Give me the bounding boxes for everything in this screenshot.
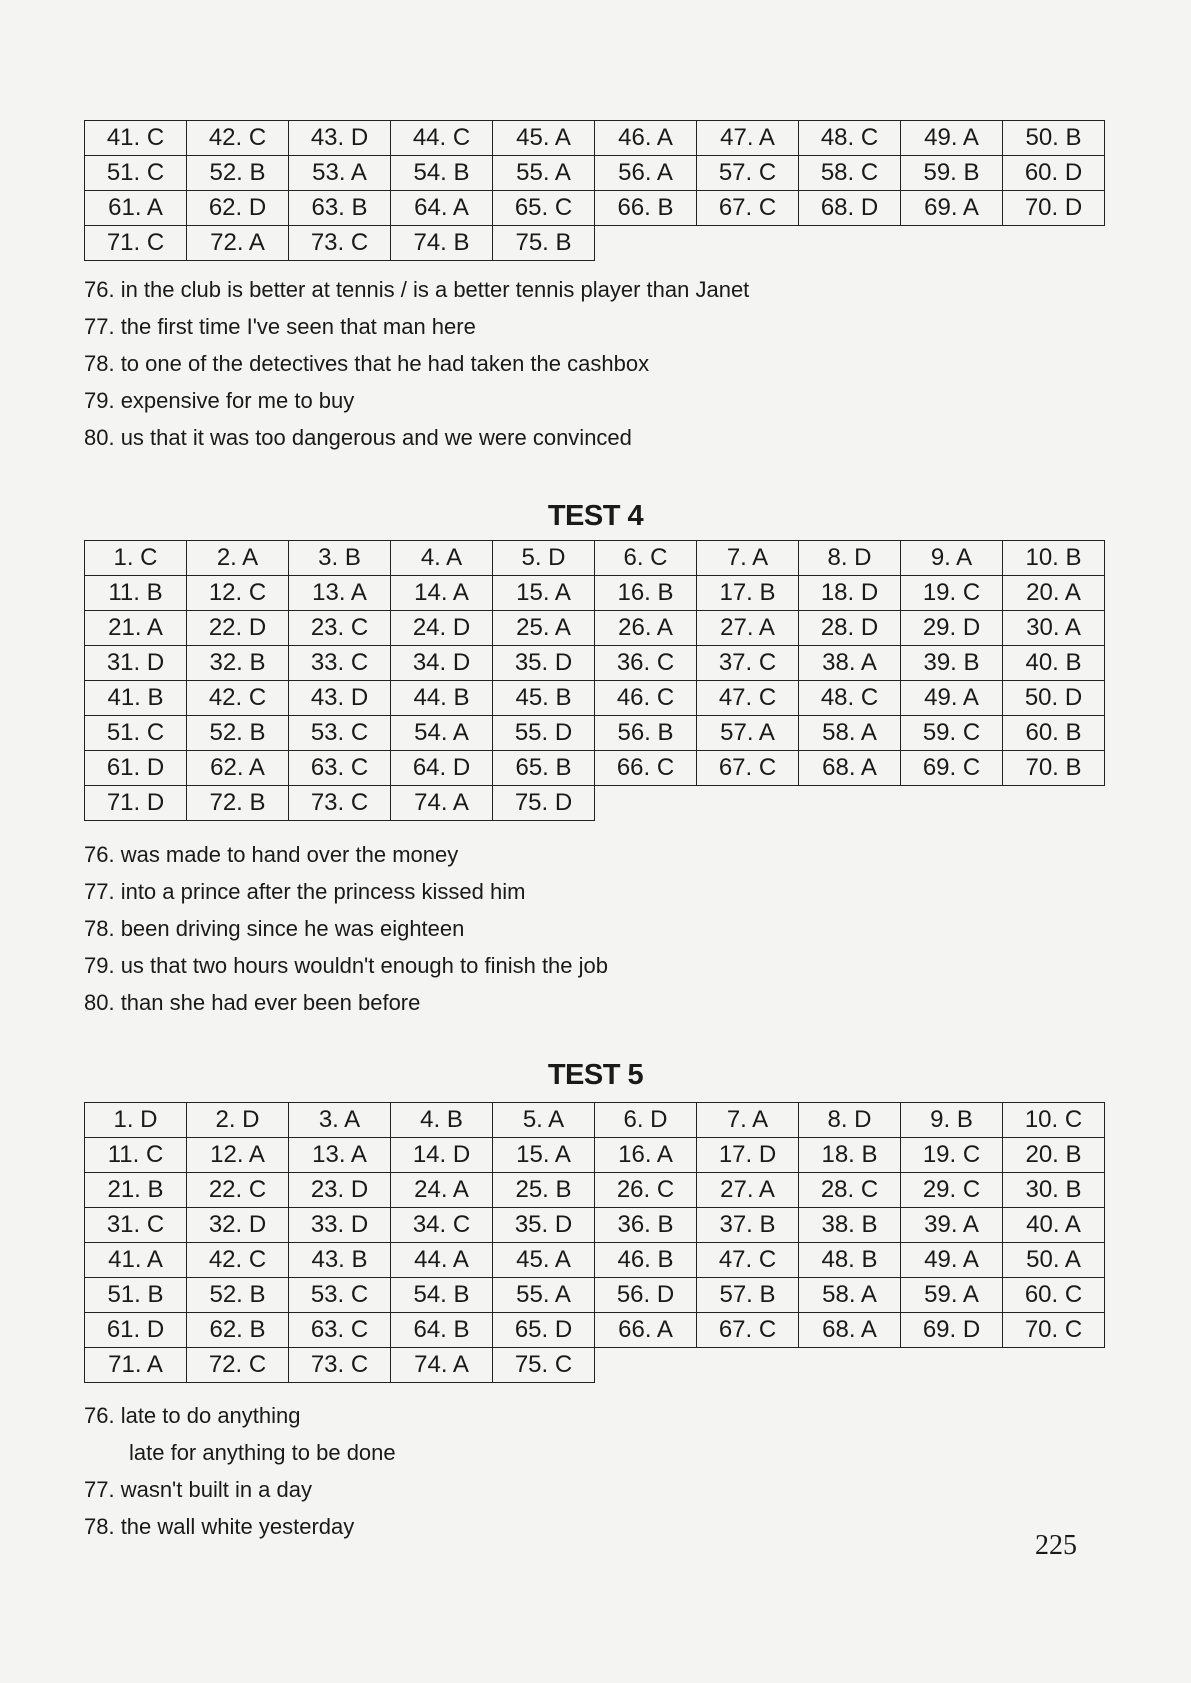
- written-answer: 79. expensive for me to buy: [84, 388, 355, 413]
- answer-cell: 38. A: [799, 646, 901, 681]
- written-answer: 76. in the club is better at tennis / is a better tennis player than Janet: [84, 277, 750, 302]
- answer-cell: 67. C: [697, 191, 799, 226]
- answer-cell: 32. D: [187, 1208, 289, 1243]
- answer-cell: 39. A: [901, 1208, 1003, 1243]
- answer-cell: 48. C: [799, 681, 901, 716]
- answer-cell: 68. A: [799, 751, 901, 786]
- answer-cell: 39. B: [901, 646, 1003, 681]
- answer-cell: 45. B: [493, 681, 595, 716]
- answer-cell: 44. C: [391, 121, 493, 156]
- answer-cell: 21. B: [85, 1173, 187, 1208]
- answer-cell: 74. A: [391, 1348, 493, 1383]
- answer-cell: 63. C: [289, 751, 391, 786]
- answer-cell: 55. A: [493, 156, 595, 191]
- answer-cell: 11. C: [85, 1138, 187, 1173]
- answer-cell: 35. D: [493, 1208, 595, 1243]
- answer-cell: 7. A: [697, 1103, 799, 1138]
- empty-cell: [799, 226, 901, 261]
- written-answers-test4: [84, 836, 608, 1021]
- answer-cell: 48. B: [799, 1243, 901, 1278]
- answer-row: [85, 121, 1105, 156]
- empty-cell: [901, 786, 1003, 821]
- answer-cell: 41. B: [85, 681, 187, 716]
- answer-cell: 43. B: [289, 1243, 391, 1278]
- answer-cell: 31. C: [85, 1208, 187, 1243]
- answer-cell: 51. C: [85, 156, 187, 191]
- answer-cell: 69. A: [901, 191, 1003, 226]
- answer-table-test4: [84, 540, 1105, 821]
- answer-cell: 50. A: [1003, 1243, 1105, 1278]
- answer-cell: 15. A: [493, 576, 595, 611]
- answer-cell: 58. A: [799, 1278, 901, 1313]
- answer-cell: 54. B: [391, 1278, 493, 1313]
- answer-cell: 32. B: [187, 646, 289, 681]
- answer-cell: 67. C: [697, 751, 799, 786]
- answer-row: [85, 646, 1105, 681]
- answer-cell: 56. D: [595, 1278, 697, 1313]
- answer-cell: 25. A: [493, 611, 595, 646]
- answer-row: [85, 541, 1105, 576]
- written-answer: 78. to one of the detectives that he had taken the cashbox: [84, 351, 650, 376]
- answer-row: [85, 716, 1105, 751]
- answer-cell: 69. D: [901, 1313, 1003, 1348]
- written-answer: late for anything to be done: [129, 1440, 396, 1465]
- answer-row: [85, 191, 1105, 226]
- answer-cell: 53. C: [289, 716, 391, 751]
- answer-cell: 9. A: [901, 541, 1003, 576]
- answer-cell: 51. B: [85, 1278, 187, 1313]
- answer-cell: 73. C: [289, 226, 391, 261]
- answer-row: [85, 1103, 1105, 1138]
- answer-cell: 55. A: [493, 1278, 595, 1313]
- answer-cell: 72. C: [187, 1348, 289, 1383]
- answer-cell: 43. D: [289, 121, 391, 156]
- answer-cell: 42. C: [187, 681, 289, 716]
- answer-cell: 46. C: [595, 681, 697, 716]
- answer-cell: 16. A: [595, 1138, 697, 1173]
- answer-cell: 13. A: [289, 576, 391, 611]
- answer-cell: 62. B: [187, 1313, 289, 1348]
- answer-cell: 56. B: [595, 716, 697, 751]
- answer-cell: 22. D: [187, 611, 289, 646]
- written-answer: 78. the wall white yesterday: [84, 1514, 355, 1539]
- answer-cell: 75. C: [493, 1348, 595, 1383]
- answer-cell: 45. A: [493, 1243, 595, 1278]
- answer-cell: 12. A: [187, 1138, 289, 1173]
- written-answer: 77. wasn't built in a day: [84, 1477, 313, 1502]
- answer-cell: 37. C: [697, 646, 799, 681]
- answer-cell: 48. C: [799, 121, 901, 156]
- answer-cell: 17. B: [697, 576, 799, 611]
- answer-cell: 59. C: [901, 716, 1003, 751]
- written-answer: 76. late to do anything: [84, 1403, 301, 1428]
- answer-cell: 23. D: [289, 1173, 391, 1208]
- answer-cell: 6. D: [595, 1103, 697, 1138]
- answer-cell: 71. A: [85, 1348, 187, 1383]
- written-answer: 80. than she had ever been before: [84, 990, 421, 1015]
- answer-cell: 62. A: [187, 751, 289, 786]
- empty-cell: [1003, 1348, 1105, 1383]
- answer-cell: 54. B: [391, 156, 493, 191]
- answer-cell: 45. A: [493, 121, 595, 156]
- answer-cell: 52. B: [187, 156, 289, 191]
- written-answer: 77. the first time I've seen that man here: [84, 314, 476, 339]
- answer-cell: 17. D: [697, 1138, 799, 1173]
- answer-cell: 36. C: [595, 646, 697, 681]
- answer-cell: 30. A: [1003, 611, 1105, 646]
- answer-cell: 40. A: [1003, 1208, 1105, 1243]
- answer-row: [85, 1278, 1105, 1313]
- answer-row: [85, 1348, 1105, 1383]
- answer-cell: 72. B: [187, 786, 289, 821]
- answer-cell: 2. D: [187, 1103, 289, 1138]
- answer-cell: 18. B: [799, 1138, 901, 1173]
- answer-cell: 60. C: [1003, 1278, 1105, 1313]
- answer-row: [85, 611, 1105, 646]
- answer-cell: 6. C: [595, 541, 697, 576]
- empty-cell: [799, 786, 901, 821]
- empty-cell: [901, 226, 1003, 261]
- answer-row: [85, 1173, 1105, 1208]
- answer-cell: 50. B: [1003, 121, 1105, 156]
- answer-cell: 38. B: [799, 1208, 901, 1243]
- answer-cell: 65. C: [493, 191, 595, 226]
- answer-cell: 74. A: [391, 786, 493, 821]
- answer-cell: 7. A: [697, 541, 799, 576]
- answer-cell: 21. A: [85, 611, 187, 646]
- answer-row: [85, 1208, 1105, 1243]
- answer-cell: 13. A: [289, 1138, 391, 1173]
- answer-cell: 61. D: [85, 751, 187, 786]
- answer-cell: 71. C: [85, 226, 187, 261]
- answer-cell: 64. B: [391, 1313, 493, 1348]
- answer-cell: 71. D: [85, 786, 187, 821]
- answer-cell: 62. D: [187, 191, 289, 226]
- answer-row: [85, 751, 1105, 786]
- empty-cell: [595, 226, 697, 261]
- written-answer: 80. us that it was too dangerous and we were convinced: [84, 425, 632, 450]
- answer-cell: 44. B: [391, 681, 493, 716]
- answer-cell: 20. B: [1003, 1138, 1105, 1173]
- answer-cell: 37. B: [697, 1208, 799, 1243]
- answer-cell: 58. A: [799, 716, 901, 751]
- empty-cell: [799, 1348, 901, 1383]
- answer-row: [85, 1138, 1105, 1173]
- answer-cell: 35. D: [493, 646, 595, 681]
- answer-cell: 46. B: [595, 1243, 697, 1278]
- answer-cell: 19. C: [901, 1138, 1003, 1173]
- answer-cell: 61. A: [85, 191, 187, 226]
- answer-cell: 64. A: [391, 191, 493, 226]
- page-number: 225: [1035, 1530, 1077, 1561]
- answer-row: [85, 1313, 1105, 1348]
- answer-cell: 73. C: [289, 786, 391, 821]
- answer-cell: 67. C: [697, 1313, 799, 1348]
- answer-cell: 74. B: [391, 226, 493, 261]
- answer-cell: 49. A: [901, 121, 1003, 156]
- answer-row: [85, 786, 1105, 821]
- answer-cell: 47. A: [697, 121, 799, 156]
- empty-cell: [1003, 786, 1105, 821]
- answer-table-test5: [84, 1102, 1105, 1383]
- answer-cell: 8. D: [799, 541, 901, 576]
- answer-cell: 9. B: [901, 1103, 1003, 1138]
- answer-cell: 27. A: [697, 1173, 799, 1208]
- answer-cell: 29. C: [901, 1173, 1003, 1208]
- answer-cell: 14. A: [391, 576, 493, 611]
- answer-cell: 23. C: [289, 611, 391, 646]
- answer-cell: 65. D: [493, 1313, 595, 1348]
- answer-cell: 26. C: [595, 1173, 697, 1208]
- answer-cell: 5. D: [493, 541, 595, 576]
- answer-cell: 61. D: [85, 1313, 187, 1348]
- empty-cell: [697, 1348, 799, 1383]
- answer-cell: 3. A: [289, 1103, 391, 1138]
- empty-cell: [697, 786, 799, 821]
- answer-cell: 12. C: [187, 576, 289, 611]
- written-answer: 78. been driving since he was eighteen: [84, 916, 465, 941]
- answer-cell: 46. A: [595, 121, 697, 156]
- answer-cell: 70. D: [1003, 191, 1105, 226]
- answer-cell: 33. C: [289, 646, 391, 681]
- written-answer: 77. into a prince after the princess kissed him: [84, 879, 526, 904]
- answer-cell: 49. A: [901, 1243, 1003, 1278]
- answer-cell: 44. A: [391, 1243, 493, 1278]
- answer-cell: 22. C: [187, 1173, 289, 1208]
- answer-cell: 34. C: [391, 1208, 493, 1243]
- empty-cell: [595, 786, 697, 821]
- answer-cell: 55. D: [493, 716, 595, 751]
- answer-cell: 19. C: [901, 576, 1003, 611]
- answer-cell: 53. A: [289, 156, 391, 191]
- answer-cell: 53. C: [289, 1278, 391, 1313]
- test5-title: TEST 5: [547, 1059, 644, 1091]
- answer-cell: 75. D: [493, 786, 595, 821]
- answer-cell: 29. D: [901, 611, 1003, 646]
- answer-cell: 69. C: [901, 751, 1003, 786]
- answer-cell: 72. A: [187, 226, 289, 261]
- answer-cell: 11. B: [85, 576, 187, 611]
- answer-cell: 64. D: [391, 751, 493, 786]
- written-answer: 79. us that two hours wouldn't enough to finish the job: [84, 953, 608, 978]
- answer-cell: 2. A: [187, 541, 289, 576]
- answer-cell: 43. D: [289, 681, 391, 716]
- answer-row: [85, 226, 1105, 261]
- answer-cell: 52. B: [187, 1278, 289, 1313]
- answer-cell: 24. A: [391, 1173, 493, 1208]
- answer-cell: 70. C: [1003, 1313, 1105, 1348]
- answer-cell: 18. D: [799, 576, 901, 611]
- empty-cell: [1003, 226, 1105, 261]
- written-answers-test5: [84, 1397, 396, 1545]
- answer-cell: 41. C: [85, 121, 187, 156]
- answer-table-section1: [84, 120, 1105, 261]
- answer-cell: 16. B: [595, 576, 697, 611]
- answer-cell: 24. D: [391, 611, 493, 646]
- answer-row: [85, 1243, 1105, 1278]
- empty-cell: [595, 1348, 697, 1383]
- empty-cell: [901, 1348, 1003, 1383]
- answer-cell: 5. A: [493, 1103, 595, 1138]
- answer-cell: 57. C: [697, 156, 799, 191]
- answer-cell: 33. D: [289, 1208, 391, 1243]
- answer-cell: 28. C: [799, 1173, 901, 1208]
- answer-cell: 20. A: [1003, 576, 1105, 611]
- answer-cell: 1. C: [85, 541, 187, 576]
- answer-cell: 15. A: [493, 1138, 595, 1173]
- answer-cell: 65. B: [493, 751, 595, 786]
- answer-cell: 36. B: [595, 1208, 697, 1243]
- answer-cell: 3. B: [289, 541, 391, 576]
- answer-cell: 54. A: [391, 716, 493, 751]
- answer-cell: 1. D: [85, 1103, 187, 1138]
- answer-cell: 68. A: [799, 1313, 901, 1348]
- written-answer: 76. was made to hand over the money: [84, 842, 459, 867]
- answer-cell: 68. D: [799, 191, 901, 226]
- answer-cell: 34. D: [391, 646, 493, 681]
- answer-cell: 26. A: [595, 611, 697, 646]
- answer-cell: 47. C: [697, 1243, 799, 1278]
- answer-cell: 60. D: [1003, 156, 1105, 191]
- answer-cell: 63. C: [289, 1313, 391, 1348]
- answer-cell: 31. D: [85, 646, 187, 681]
- answer-cell: 59. B: [901, 156, 1003, 191]
- written-answers-section1: [84, 271, 749, 456]
- answer-cell: 66. B: [595, 191, 697, 226]
- answer-cell: 57. A: [697, 716, 799, 751]
- answer-cell: 60. B: [1003, 716, 1105, 751]
- answer-cell: 25. B: [493, 1173, 595, 1208]
- answer-cell: 75. B: [493, 226, 595, 261]
- test4-title: TEST 4: [547, 500, 644, 532]
- answer-cell: 10. B: [1003, 541, 1105, 576]
- answer-row: [85, 576, 1105, 611]
- answer-cell: 28. D: [799, 611, 901, 646]
- answer-cell: 27. A: [697, 611, 799, 646]
- answer-cell: 56. A: [595, 156, 697, 191]
- answer-cell: 14. D: [391, 1138, 493, 1173]
- answer-cell: 40. B: [1003, 646, 1105, 681]
- answer-cell: 52. B: [187, 716, 289, 751]
- answer-row: [85, 156, 1105, 191]
- answer-cell: 41. A: [85, 1243, 187, 1278]
- answer-cell: 70. B: [1003, 751, 1105, 786]
- answer-cell: 58. C: [799, 156, 901, 191]
- answer-cell: 51. C: [85, 716, 187, 751]
- answer-cell: 47. C: [697, 681, 799, 716]
- answer-cell: 59. A: [901, 1278, 1003, 1313]
- answer-cell: 42. C: [187, 1243, 289, 1278]
- answer-cell: 4. B: [391, 1103, 493, 1138]
- answer-cell: 8. D: [799, 1103, 901, 1138]
- answer-row: [85, 681, 1105, 716]
- answer-cell: 57. B: [697, 1278, 799, 1313]
- answer-cell: 4. A: [391, 541, 493, 576]
- answer-cell: 42. C: [187, 121, 289, 156]
- answer-cell: 10. C: [1003, 1103, 1105, 1138]
- answer-cell: 66. A: [595, 1313, 697, 1348]
- answer-cell: 66. C: [595, 751, 697, 786]
- answer-cell: 73. C: [289, 1348, 391, 1383]
- answer-cell: 49. A: [901, 681, 1003, 716]
- answer-cell: 30. B: [1003, 1173, 1105, 1208]
- empty-cell: [697, 226, 799, 261]
- answer-cell: 63. B: [289, 191, 391, 226]
- answer-cell: 50. D: [1003, 681, 1105, 716]
